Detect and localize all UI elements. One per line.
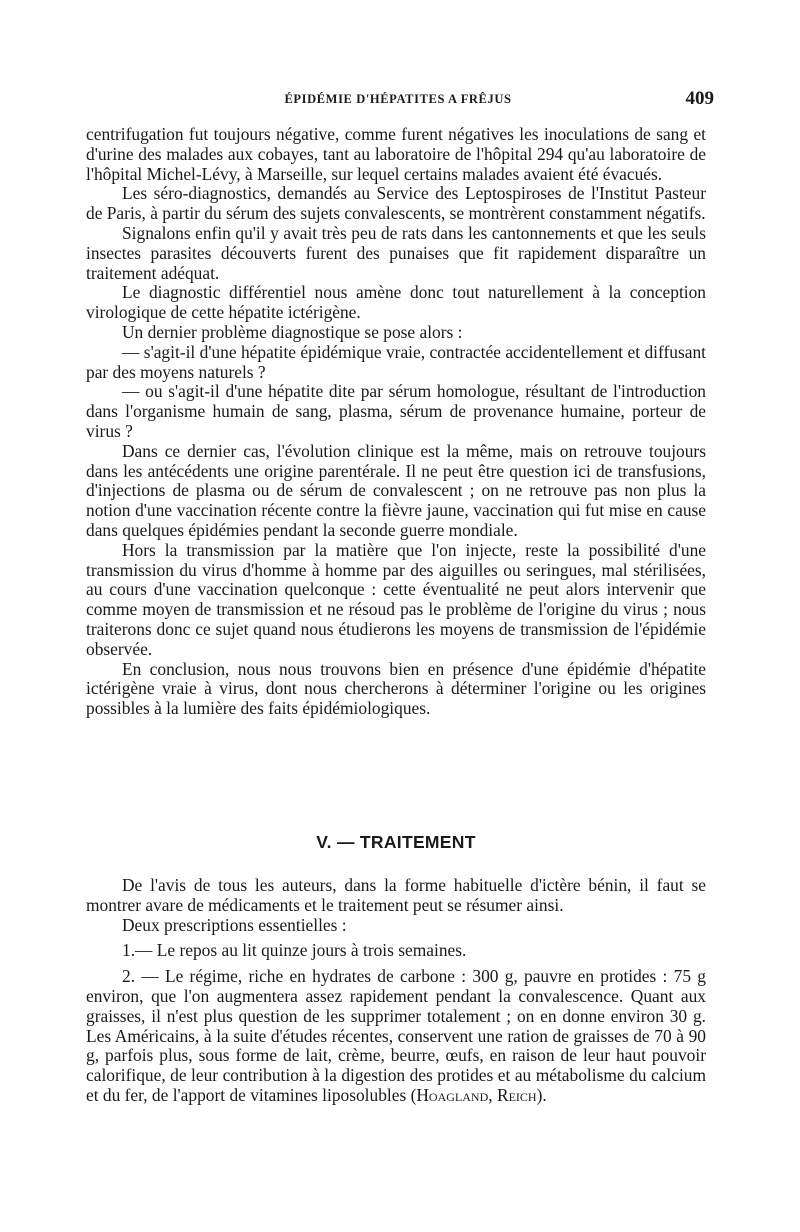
section-text [86, 876, 706, 1106]
running-head [86, 88, 714, 112]
reference-separator: , [488, 1084, 497, 1105]
paragraph: En conclusion, nous nous trouvons bien en présence d'une épidémie d'hépatite ictérigène vraie à virus, dont nous chercherons à déterminer l'origine ou les origines possibles à la lumière des faits épidémiologiques. [86, 658, 706, 719]
list-item-end: ). [536, 1084, 547, 1105]
reference-author: Hoagland [416, 1084, 489, 1105]
paragraph: — ou s'agit-il d'une hépatite dite par sérum homologue, résultant de l'introduction dans l'organisme humain de sang, plasma, sérum de provenance humaine, porteur de virus ? [86, 381, 706, 441]
running-title: ÉPIDÉMIE D'HÉPATITES A FRÊJUS [284, 92, 512, 106]
section-heading: V. — TRAITEMENT [316, 832, 476, 852]
page-number: 409 [685, 88, 714, 109]
paragraph: centrifugation fut toujours négative, comme furent négatives les inoculations de sang et d'urine des malades aux cobayes, tant au laboratoire de l'hôpital 294 qu'au laboratoire de l'hôpital Michel-Lévy, à Marseille, sur lequel certains malades avaient été évacués. [86, 124, 706, 184]
paragraph: Un dernier problème diagnostique se pose alors : [122, 321, 463, 342]
reference-author: Reich [496, 1084, 537, 1105]
paragraph: Signalons enfin qu'il y avait très peu de rats dans les cantonnements et que les seuls insectes parasites découverts furent des punaises que fit rapidement disparaître un traitement adéquat. [86, 222, 706, 283]
paragraph: Dans ce dernier cas, l'évolution clinique est la même, mais on retrouve toujours dans les antécédents une origine parentérale. Il ne peut être question ici de transfusions, d'injections de plasma ou de sérum de convalescent ; on ne retrouve pas non plus la notion d'une vaccination récente contre la fièvre jaune, vaccination qui fut mise en cause dans quelques épidémies pendant la seconde guerre mondiale. [86, 440, 706, 540]
paragraph: Le diagnostic différentiel nous amène donc tout naturellement à la conception virologique de cette hépatite ictérigène. [86, 282, 706, 323]
paragraph: Les séro-diagnostics, demandés au Service des Leptospiroses de l'Institut Pasteur de Paris, à partir du sérum des sujets convalescents, se montrèrent constamment négatifs. [86, 183, 706, 224]
paragraph: Hors la transmission par la matière que l'on injecte, reste la possibilité d'une transmission du virus d'homme à homme par des aiguilles ou seringues, mal stérilisées, au cours d'une vaccination quelconque : cette éventualité ne peut alors intervenir que comme moyen de transmission et ne résoud pas le problème de l'origine du virus ; nous traiterons donc ce sujet quand nous étudierons les moyens de transmission de l'épidémie observée. [86, 539, 706, 659]
list-item-text: 2. — Le régime, riche en hydrates de carbone : 300 g, pauvre en protides : 75 g environ, que l'on augmentera assez rapidement pendant la convalescence. Quant aux graisses, il n'est plus question de les supprimer totalement ; on en donne environ 30 g. Les Américains, à la suite d'études récentes, conservent une ration de graisses de 70 à 90 g, parfois plus, sous forme de lait, crème, beurre, œufs, en raison de leur haut pouvoir calorifique, de leur contribution à la digestion des protides et au métabolisme du calcium et du fer, de l'apport de vitamines liposolubles ( [86, 966, 706, 1105]
paragraph: De l'avis de tous les auteurs, dans la forme habituelle d'ictère bénin, il faut se montrer avare de médicaments et le traitement peut se résumer ainsi. [86, 875, 706, 915]
body-text [86, 125, 706, 719]
paragraph: Deux prescriptions essentielles : [122, 914, 347, 935]
list-item [86, 967, 706, 1106]
paragraph: — s'agit-il d'une hépatite épidémique vraie, contractée accidentellement et diffusant par des moyens naturels ? [86, 341, 706, 382]
list-item: 1.— Le repos au lit quinze jours à trois semaines. [122, 940, 467, 961]
